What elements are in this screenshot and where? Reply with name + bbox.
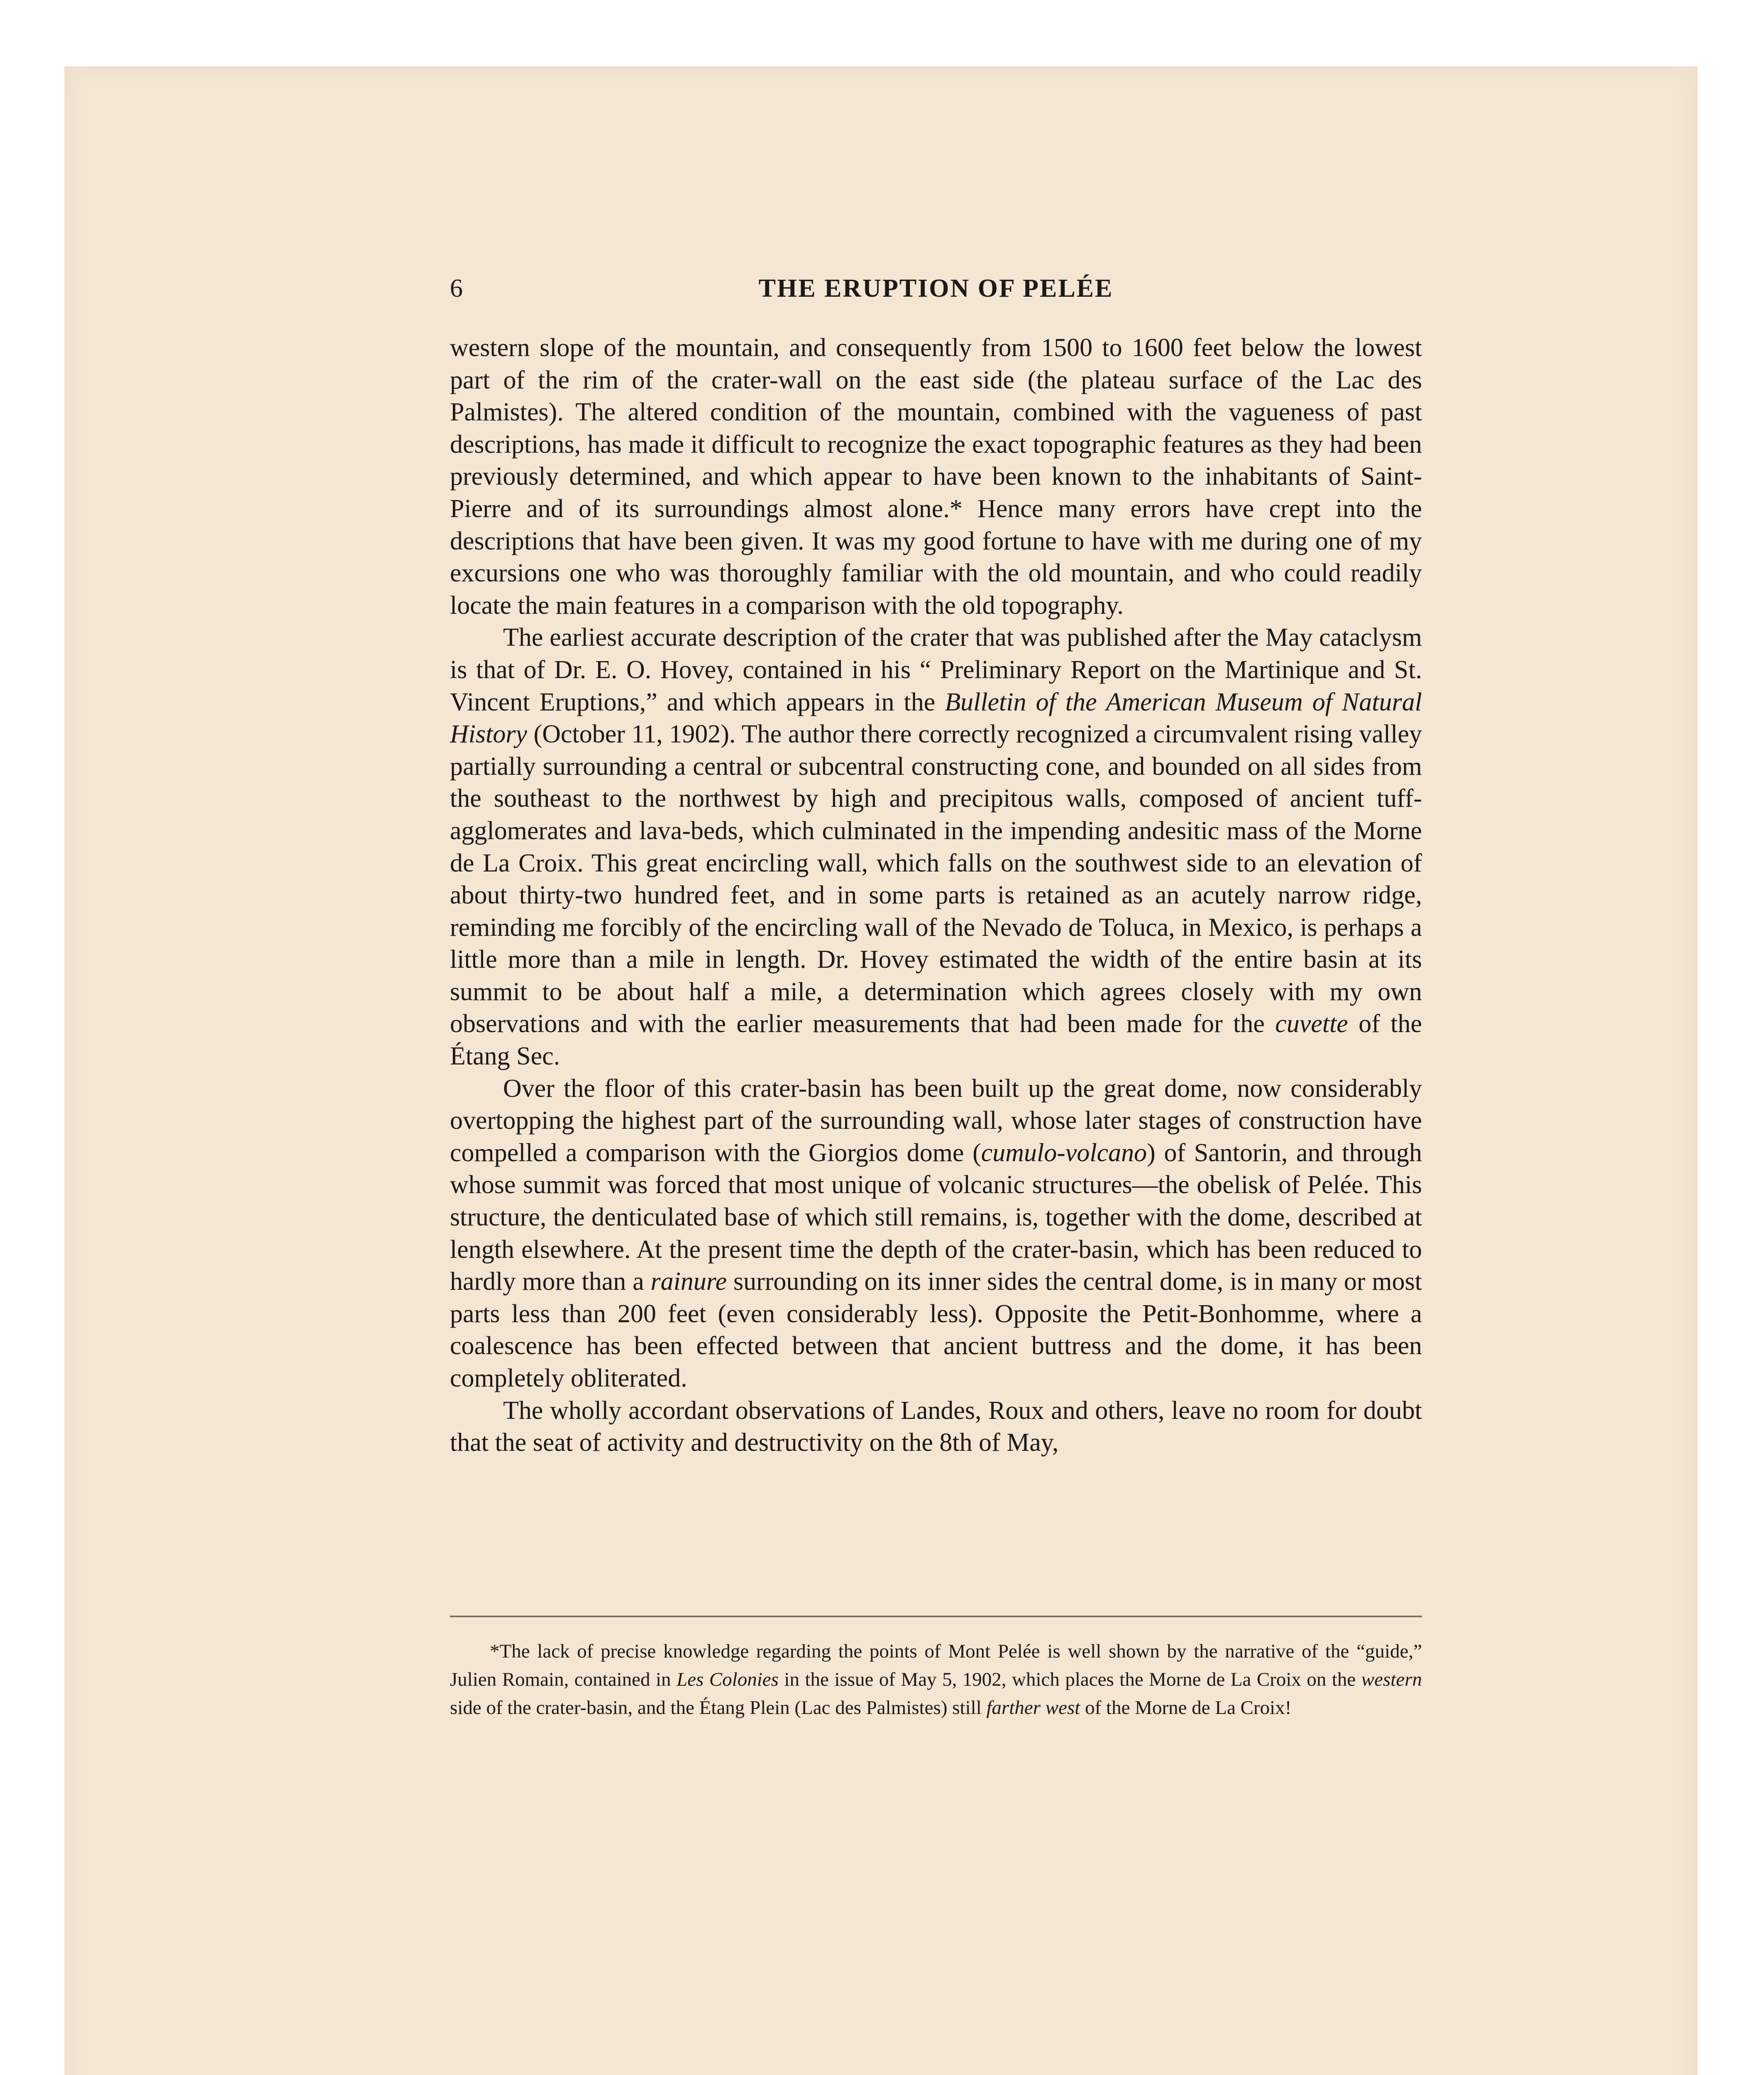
text-run: in the issue of May 5, 1902, which places the Morne de La Croix on the — [778, 1669, 1361, 1690]
running-title: THE ERUPTION OF PELÉE — [758, 274, 1114, 303]
text-run: ) of Santorin, and through whose summit was forced that most unique of volcanic structures—the obelisk of Pelée. This structure, the denticulated base of which still remains, is, together with the dome, described at length elsewhere. At the present time the depth of the crater-basin, which has been reduced to hardly more than a — [450, 1138, 1422, 1296]
text-run: of the Morne de La Croix! — [1080, 1697, 1292, 1719]
text-run: The wholly accordant observations of Landes, Roux and others, leave no room for doubt that the seat of activity and destructivity on the 8th of May, — [450, 1396, 1422, 1457]
italic-text: rainure — [650, 1267, 727, 1296]
italic-text: western — [1361, 1669, 1422, 1690]
body-text — [450, 332, 1422, 1459]
italic-text: Les Colonies — [677, 1669, 779, 1690]
footnote-divider — [450, 1616, 1422, 1617]
page-header — [450, 270, 1422, 307]
page-number: 6 — [450, 274, 463, 303]
italic-text: Bulletin of the American Museum of Natural History — [450, 688, 1422, 749]
footnote — [450, 1637, 1422, 1722]
text-run: The earliest accurate description of the crater that was published after the May cataclysm is that of Dr. E. O. Hovey, contained in his “ Preliminary Report on the Martinique and St. Vincent Eruptions,” and which appears in the — [450, 623, 1422, 716]
italic-text: cumulo-volcano — [981, 1138, 1147, 1167]
text-run: western slope of the mountain, and consequently from 1500 to 1600 feet below the lowest part of the rim of the crater-wall on the east side (the plateau surface of the Lac des Palmistes). The altered condition of the mountain, combined with the vagueness of past descriptions, has made it difficult to recognize the exact topographic features as they had been previously determined, and which appear to have been known to the inhabitants of Saint-Pierre and of its surroundings almost alone.* Hence many errors have crept into the descriptions that have been given. It was my good fortune to have with me during one of my excursions one who was thoroughly familiar with the old mountain, and who could readily locate the main features in a comparison with the old topography. — [450, 334, 1422, 620]
text-run: surrounding on its inner sides the central dome, is in many or most parts less than 200 feet (even considerably less). Opposite the Petit-Bonhomme, where a coalescence has been effected between that ancient buttress and the dome, it has been completely obliterated. — [450, 1267, 1422, 1392]
text-run: (October 11, 1902). The author there correctly recognized a circumvalent rising valley partially surrounding a central or subcentral constructing cone, and bounded on all sides from the southeast to the northwest by high and precipitous walls, composed of ancient tuff-agglomerates and lava-beds, which culminated in the impending andesitic mass of the Morne de La Croix. This great encircling wall, which falls on the southwest side to an elevation of about thirty-two hundred feet, and in some parts is retained as an acutely narrow ridge, reminding me forcibly of the encircling wall of the Nevado de Toluca, in Mexico, is perhaps a little more than a mile in length. Dr. Hovey estimated the width of the entire basin at its summit to be about half a mile, a determination which agrees closely with my own observations and with the earlier measurements that had been made for the — [450, 720, 1422, 1038]
italic-text: cuvette — [1275, 1010, 1348, 1038]
text-run: *The lack of precise knowledge regarding the points of Mont Pelée is well shown by the narrative of the “guide,” Julien Romain, contained in — [450, 1640, 1422, 1690]
paragraph — [450, 332, 1422, 622]
paragraph — [450, 622, 1422, 1072]
paragraph — [450, 1073, 1422, 1395]
text-run: side of the crater-basin, and the Étang Plein (Lac des Palmistes) still — [450, 1697, 987, 1719]
footnote-paragraph — [450, 1637, 1422, 1722]
italic-text: farther west — [986, 1697, 1080, 1719]
text-run: of the Étang Sec. — [450, 1010, 1422, 1071]
text-run: Over the floor of this crater-basin has been built up the great dome, now considerably overtopping the highest part of the surrounding wall, whose later stages of construction have compelled a comparison with the Giorgios dome ( — [450, 1074, 1422, 1167]
paragraph — [450, 1395, 1422, 1459]
